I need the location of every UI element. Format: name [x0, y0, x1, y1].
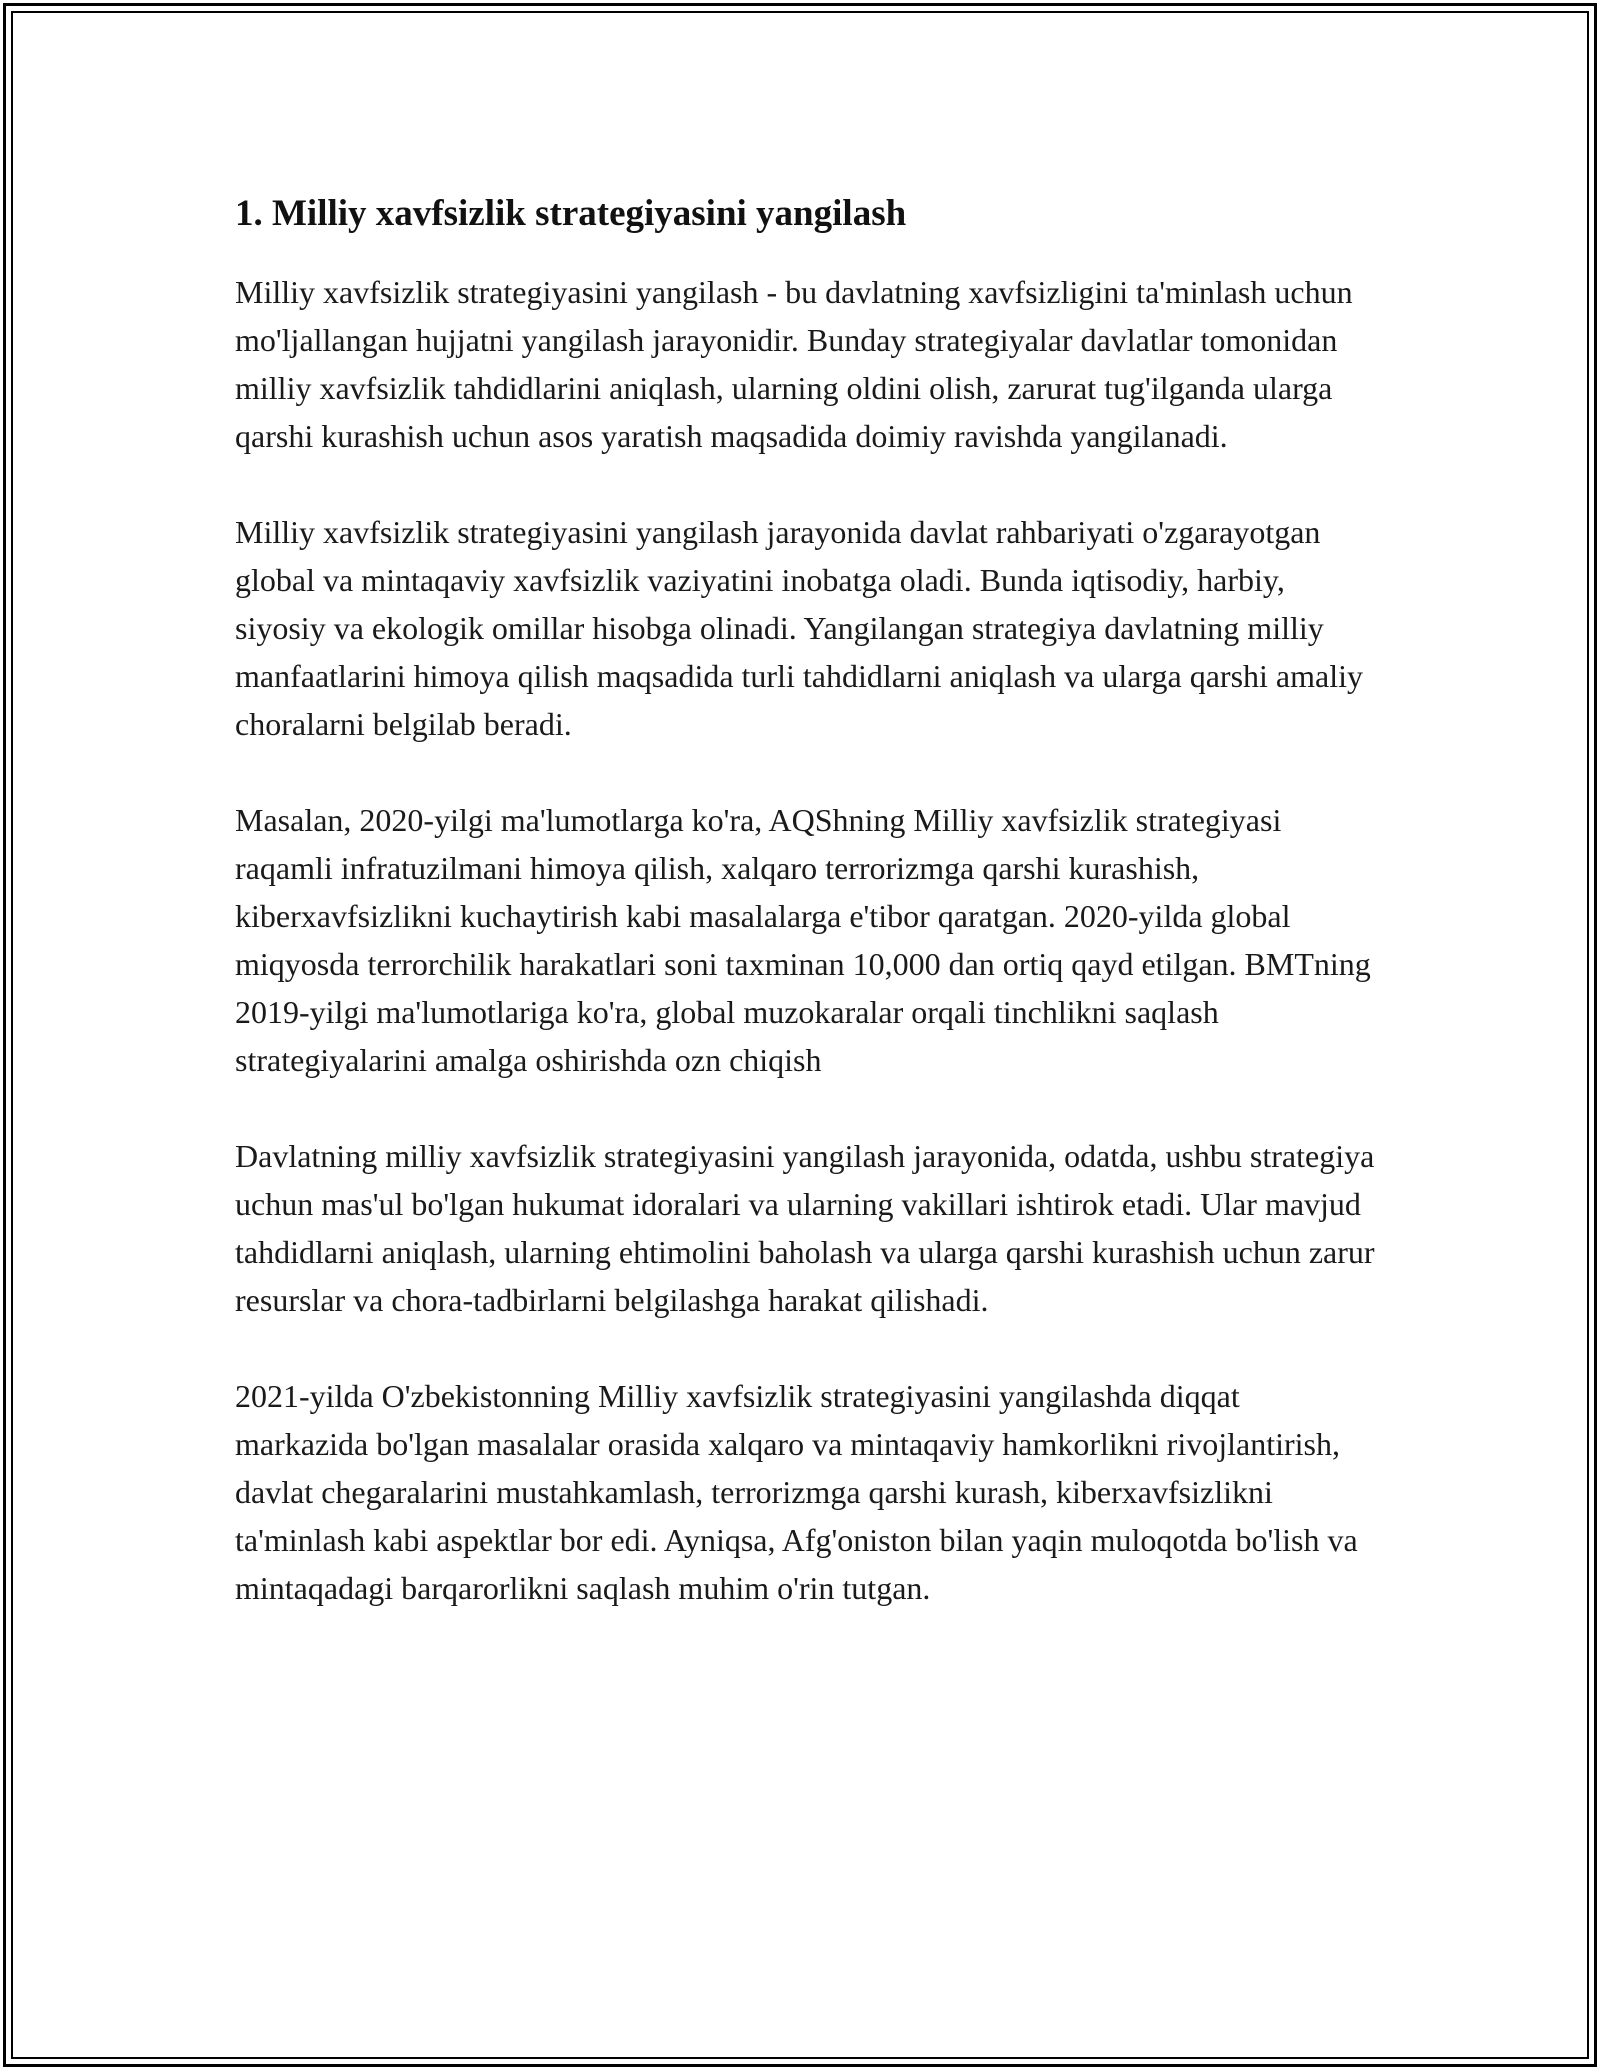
document-body: [235, 188, 1375, 1660]
paragraph-1: Milliy xavfsizlik strategiyasini yangilash - bu davlatning xavfsizligini ta'minlash uchun mo'ljallangan hujjatni yangilash jarayonidir. Bunday strategiyalar davlatlar tomonidan milliy xavfsizlik tahdidlarini aniqlash, ularning oldini olish, zarurat tug'ilganda ularga qarshi kurashish uchun asos yaratish maqsadida doimiy ravishda yangilanadi.: [235, 274, 1353, 454]
paragraph-3: Masalan, 2020-yilgi ma'lumotlarga ko'ra, AQShning Milliy xavfsizlik strategiyasi raqamli infratuzilmani himoya qilish, xalqaro terrorizmga qarshi kurashish, kiberxavfsizlikni kuchaytirish kabi masalalarga e'tibor qaratgan. 2020-yilda global miqyosda terrorchilik harakatlari soni taxminan 10,000 dan ortiq qayd etilgan. BMTning 2019-yilgi ma'lumotlariga ko'ra, global muzokaralar orqali tinchlikni saqlash strategiyalarini amalga oshirishda ozn chiqish: [235, 802, 1371, 1078]
paragraph-2: Milliy xavfsizlik strategiyasini yangilash jarayonida davlat rahbariyati o'zgarayotgan global va mintaqaviy xavfsizlik vaziyatini inobatga oladi. Bunda iqtisodiy, harbiy, siyosiy va ekologik omillar hisobga olinadi. Yangilangan strategiya davlatning milliy manfaatlarini himoya qilish maqsadida turli tahdidlarni aniqlash va ularga qarshi amaliy choralarni belgilab beradi.: [235, 514, 1363, 742]
paragraph-4: Davlatning milliy xavfsizlik strategiyasini yangilash jarayonida, odatda, ushbu strategiya uchun mas'ul bo'lgan hukumat idoralari va ularning vakillari ishtirok etadi. Ular mavjud tahdidlarni aniqlash, ularning ehtimolini baholash va ularga qarshi kurashish uchun zarur resurslar va chora-tadbirlarni belgilashga harakat qilishadi.: [235, 1138, 1375, 1318]
paragraph-5: 2021-yilda O'zbekistonning Milliy xavfsizlik strategiyasini yangilashda diqqat markazida bo'lgan masalalar orasida xalqaro va mintaqaviy hamkorlikni rivojlantirish, davlat chegaralarini mustahkamlash, terrorizmga qarshi kurash, kiberxavfsizlikni ta'minlash kabi aspektlar bor edi. Ayniqsa, Afg'oniston bilan yaqin muloqotda bo'lish va mintaqadagi barqarorlikni saqlash muhim o'rin tutgan.: [235, 1378, 1358, 1606]
section-heading: 1. Milliy xavfsizlik strategiyasini yangilash: [235, 193, 907, 234]
